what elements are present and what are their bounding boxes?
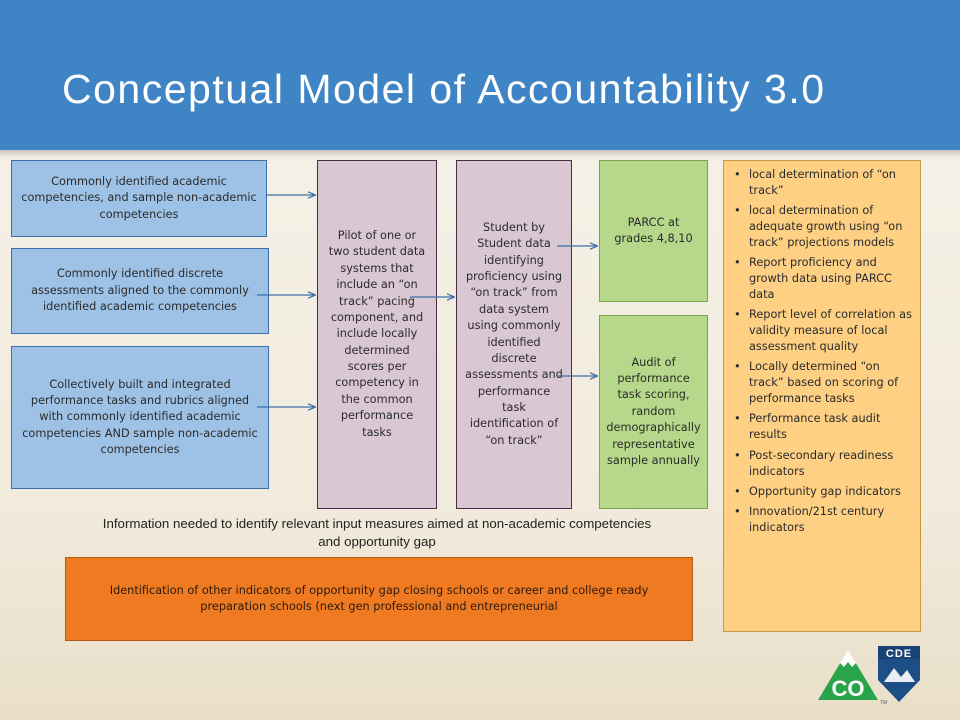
page-title: Conceptual Model of Accountability 3.0 <box>62 66 826 112</box>
outcome-item: • Opportunity gap indicators <box>749 484 914 500</box>
co-mountain-icon <box>818 650 878 701</box>
note-text: Information needed to identify relevant input measures aimed at non-academic competencies and opportunity gap <box>102 516 652 549</box>
outcome-item: • local determination of “on track” <box>749 167 914 199</box>
audit-box-text: Audit of performance task scoring, random demographically representative sample annually <box>606 355 701 467</box>
cde-logo <box>812 640 928 708</box>
outcome-item: • local determination of adequate growth using “on track” projections models <box>749 203 914 251</box>
trademark-text: TM <box>880 700 888 706</box>
input-box-text: Commonly identified academic competencies, and sample non-academic competencies <box>21 174 257 221</box>
pilot-box-text: Pilot of one or two student data systems that include an “on track” pacing component, and include locally determined scores per competency in the common performance tasks <box>328 229 426 439</box>
outcome-item: • Locally determined “on track” based on scoring of performance tasks <box>749 359 914 407</box>
cde-logo-text: CDE <box>885 648 913 660</box>
cde-shield-icon <box>878 646 920 702</box>
outcome-item: • Report proficiency and growth data using PARCC data <box>749 255 914 303</box>
student-data-box-text: Student by Student data identifying proficiency using “on track” from data system using commonly identified discrete assessments and performance task identification of “on track” <box>465 220 563 447</box>
input-box-text: Collectively built and integrated performance tasks and rubrics aligned with commonly identified academic competencies AND sample non-academic competencies <box>22 377 258 457</box>
co-logo-text: CO <box>831 676 865 701</box>
parcc-box-text: PARCC at grades 4,8,10 <box>614 215 693 245</box>
outcome-item: • Innovation/21st century indicators <box>749 504 914 536</box>
outcome-item: • Performance task audit results <box>749 411 914 443</box>
outcome-item: • Post-secondary readiness indicators <box>749 448 914 480</box>
outcome-item: • Report level of correlation as validity measure of local assessment quality <box>749 307 914 355</box>
identification-box-text: Identification of other indicators of opportunity gap closing schools or career and college ready preparation schools (next gen professional and entrepreneurial <box>109 583 649 613</box>
input-box-text: Commonly identified discrete assessments aligned to the commonly identified academic competencies <box>31 267 249 314</box>
